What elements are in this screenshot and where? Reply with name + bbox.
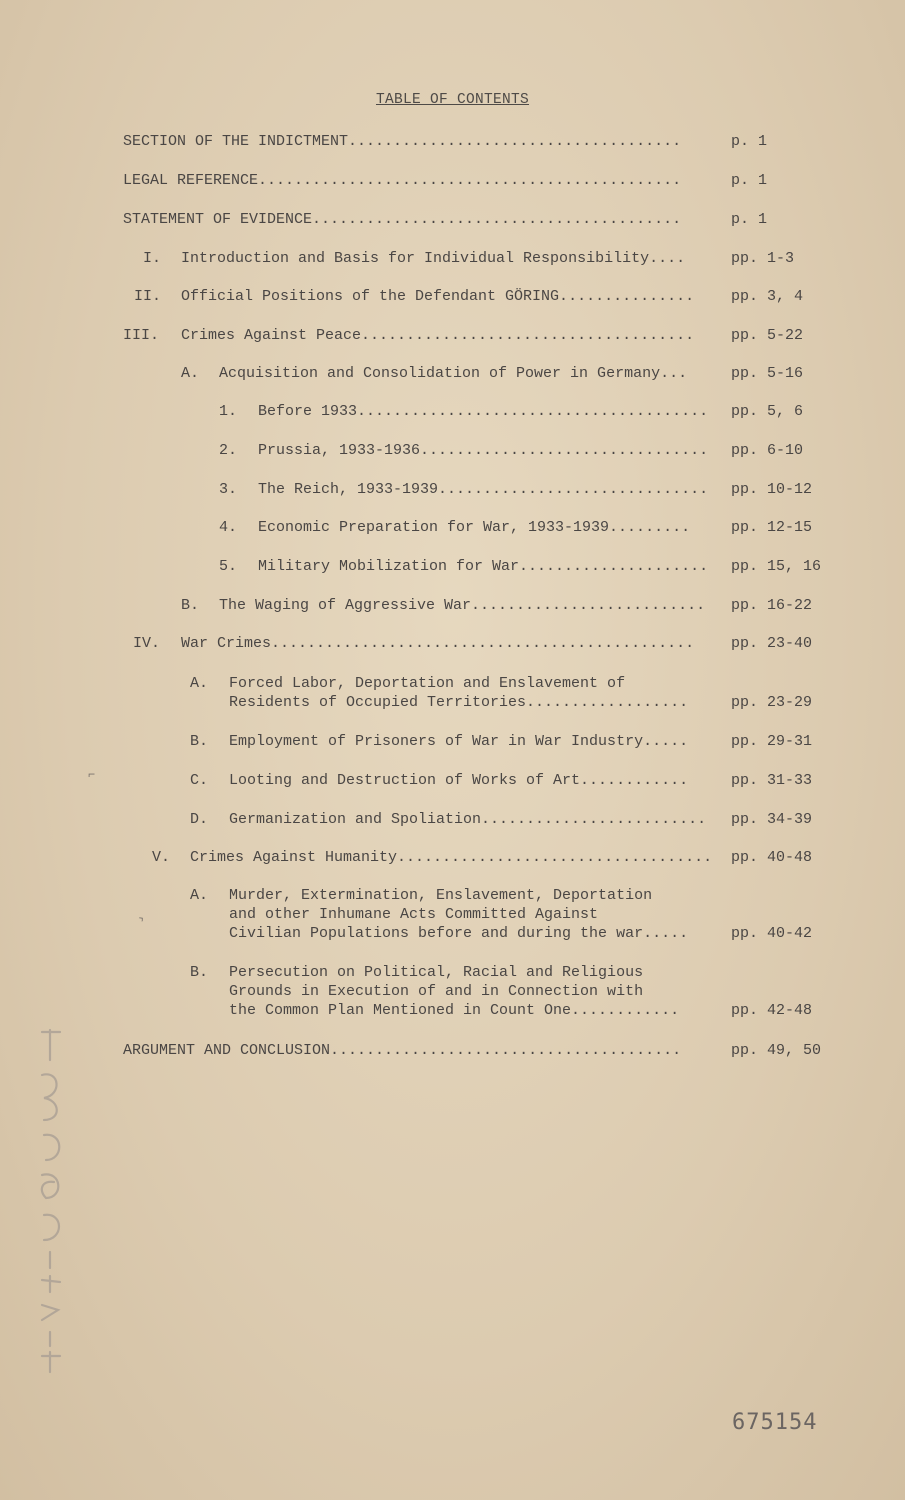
document-serial-number: 675154 xyxy=(732,1410,818,1435)
toc-entry-text: Looting and Destruction of Works of Art............ xyxy=(229,772,689,789)
toc-page-ref: pp. 16-22 xyxy=(731,597,813,614)
toc-entry-text: Murder, Extermination, Enslavement, Deportation xyxy=(229,887,653,904)
toc-entry-forced-labor xyxy=(0,674,905,714)
toc-page-ref: p. 1 xyxy=(731,172,768,189)
toc-page-ref: pp. 49, 50 xyxy=(731,1042,822,1059)
toc-entry-number: A. xyxy=(190,675,209,692)
toc-entry-number: 5. xyxy=(219,558,238,575)
toc-entry-persecution xyxy=(0,963,905,1023)
toc-entry-text: Military Mobilization for War..................... xyxy=(258,558,709,575)
toc-page-ref: pp. 5, 6 xyxy=(731,403,804,420)
toc-entry-text: Persecution on Political, Racial and Religious xyxy=(229,964,644,981)
toc-entry-text: War Crimes............................................... xyxy=(181,635,695,652)
toc-page-ref: pp. 15, 16 xyxy=(731,558,822,575)
toc-page-ref: pp. 3, 4 xyxy=(731,288,804,305)
toc-entry-text: The Waging of Aggressive War.......................... xyxy=(219,597,706,614)
toc-entry-number: D. xyxy=(190,811,209,828)
toc-entry-text: SECTION OF THE INDICTMENT..................................... xyxy=(123,133,682,150)
toc-entry-text: Forced Labor, Deportation and Enslavement of xyxy=(229,675,626,692)
toc-page-ref: pp. 34-39 xyxy=(731,811,813,828)
toc-page-ref: pp. 1-3 xyxy=(731,250,795,267)
toc-entry-text-continued: Residents of Occupied Territories.................. xyxy=(229,694,689,711)
toc-entry-number: I. xyxy=(143,250,162,267)
margin-tick-mark: ⌐ xyxy=(88,768,96,782)
toc-entry-number: C. xyxy=(190,772,209,789)
toc-entry-text: LEGAL REFERENCE............................................... xyxy=(123,172,682,189)
toc-page-ref: pp. 31-33 xyxy=(731,772,813,789)
toc-page-ref: p. 1 xyxy=(731,133,768,150)
toc-entry-text: Introduction and Basis for Individual Responsibility.... xyxy=(181,250,686,267)
toc-page-ref: pp. 23-29 xyxy=(731,694,813,711)
toc-entry-text-continued: and other Inhumane Acts Committed Against xyxy=(229,906,599,923)
toc-entry-text: STATEMENT OF EVIDENCE......................................... xyxy=(123,211,682,228)
toc-page-ref: pp. 12-15 xyxy=(731,519,813,536)
toc-entry-number: A. xyxy=(190,887,209,904)
toc-page-ref: pp. 5-22 xyxy=(731,327,804,344)
toc-entry-text: Crimes Against Peace..................................... xyxy=(181,327,695,344)
toc-entry-number: 3. xyxy=(219,481,238,498)
margin-pencil-mark: › xyxy=(134,911,149,927)
toc-entry-text-continued: Grounds in Execution of and in Connection with xyxy=(229,983,644,1000)
toc-page-ref: pp. 23-40 xyxy=(731,635,813,652)
toc-entry-text: Acquisition and Consolidation of Power in Germany... xyxy=(219,365,688,382)
toc-entry-text: The Reich, 1933-1939.............................. xyxy=(258,481,709,498)
toc-page-ref: pp. 40-42 xyxy=(731,925,813,942)
toc-entry-text: ARGUMENT AND CONCLUSION....................................... xyxy=(123,1042,682,1059)
toc-page-ref: p. 1 xyxy=(731,211,768,228)
handwritten-annotation xyxy=(20,1020,80,1380)
toc-entry-text: Official Positions of the Defendant GÖRING............... xyxy=(181,288,695,305)
toc-entry-number: IV. xyxy=(133,635,161,652)
toc-page-ref: pp. 29-31 xyxy=(731,733,813,750)
toc-entry-number: 4. xyxy=(219,519,238,536)
toc-entry-text-continued: the Common Plan Mentioned in Count One............ xyxy=(229,1002,680,1019)
toc-page-ref: pp. 6-10 xyxy=(731,442,804,459)
toc-entry-text: Crimes Against Humanity................................... xyxy=(190,849,713,866)
toc-entry-number: V. xyxy=(152,849,171,866)
toc-page-ref: pp. 40-48 xyxy=(731,849,813,866)
toc-entry-number: III. xyxy=(123,327,160,344)
toc-entry-text: Before 1933....................................... xyxy=(258,403,709,420)
toc-entry-number: B. xyxy=(181,597,200,614)
toc-entry-number: 2. xyxy=(219,442,238,459)
toc-entry-text: Economic Preparation for War, 1933-1939......... xyxy=(258,519,691,536)
toc-page-ref: pp. 5-16 xyxy=(731,365,804,382)
toc-entry-number: 1. xyxy=(219,403,238,420)
toc-entry-number: B. xyxy=(190,964,209,981)
toc-entry-text-continued: Civilian Populations before and during the war..... xyxy=(229,925,689,942)
toc-entry-number: A. xyxy=(181,365,200,382)
toc-entry-text: Germanization and Spoliation......................... xyxy=(229,811,707,828)
toc-page-ref: pp. 10-12 xyxy=(731,481,813,498)
toc-entry-text: Employment of Prisoners of War in War Industry..... xyxy=(229,733,689,750)
toc-entry-number: II. xyxy=(134,288,162,305)
toc-page-ref: pp. 42-48 xyxy=(731,1002,813,1019)
toc-entry-text: Prussia, 1933-1936................................ xyxy=(258,442,709,459)
toc-entry-number: B. xyxy=(190,733,209,750)
page-title: TABLE OF CONTENTS xyxy=(375,92,530,108)
